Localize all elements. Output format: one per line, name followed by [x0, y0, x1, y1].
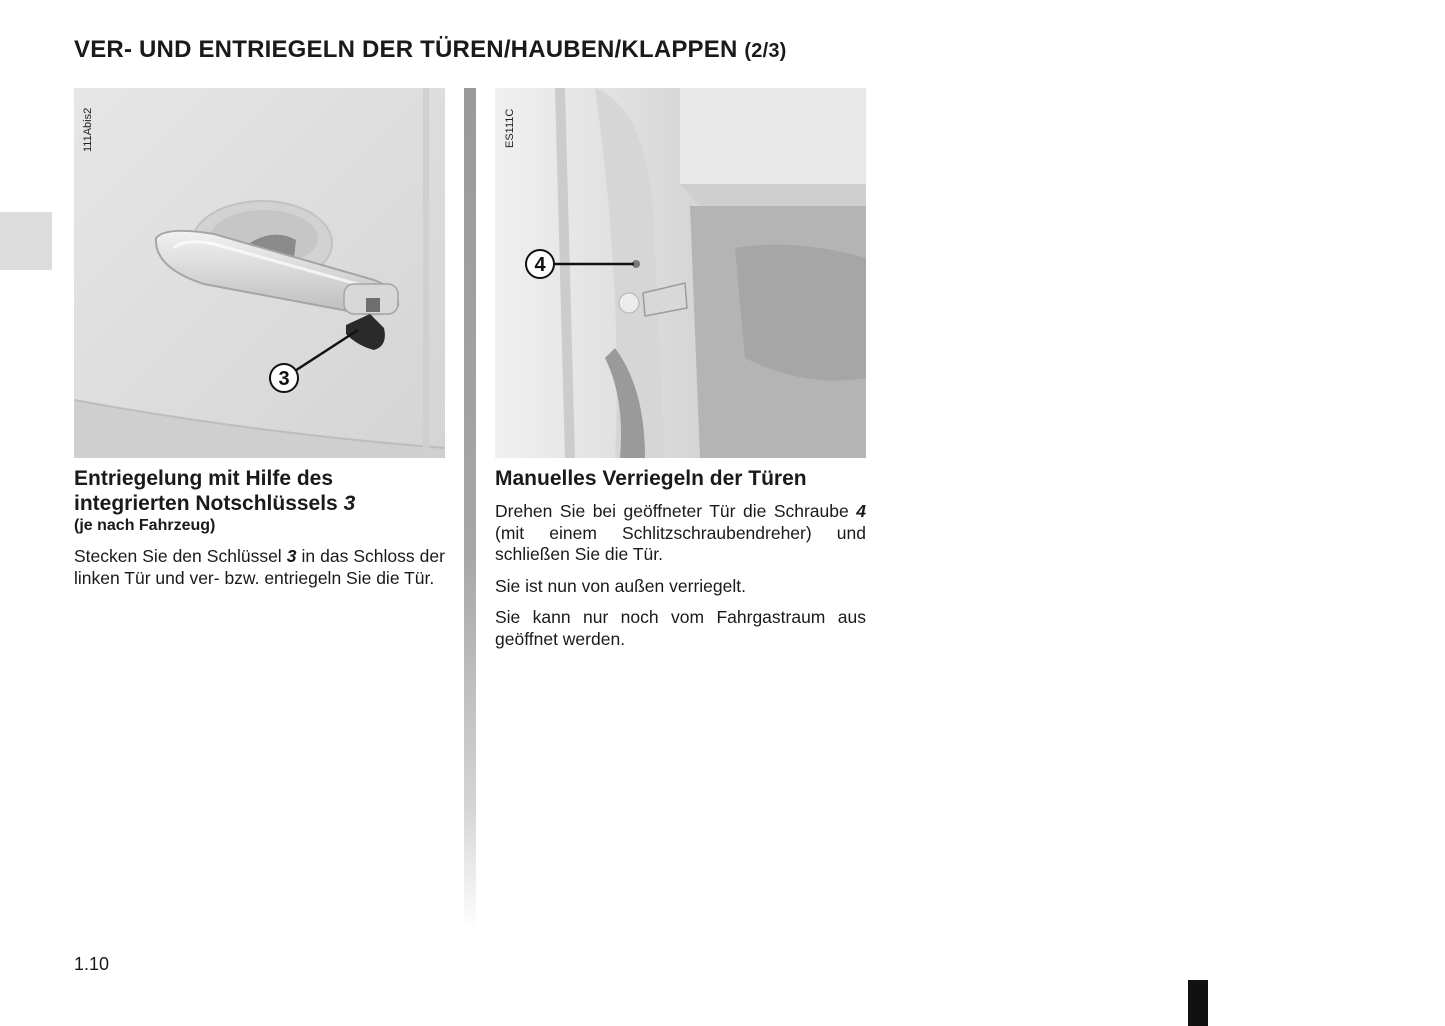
left-heading-text: Entriegelung mit Hilfe des integrierten Notschlüssels: [74, 467, 338, 515]
chapter-tab: [0, 212, 52, 270]
right-p1-number: 4: [856, 501, 866, 521]
figure-code-left: 111Abis2: [82, 107, 94, 152]
right-p1-end: (mit einem Schlitzschraubendreher) und schließen Sie die Tür.: [495, 522, 866, 564]
page-edge-marker: [1188, 980, 1208, 1026]
door-edge-illustration: [495, 88, 866, 458]
door-handle-drawing: [74, 88, 445, 458]
title-part-indicator: (2/3): [744, 40, 787, 62]
left-body-start: Stecken Sie den Schlüssel: [74, 546, 282, 566]
page-number: 1.10: [74, 954, 110, 974]
left-section-heading: [74, 466, 445, 516]
callout-4: 4: [534, 254, 546, 276]
right-section: [495, 466, 866, 650]
left-body-number: 3: [286, 546, 297, 566]
left-section: [74, 466, 445, 589]
title-text: VER- UND ENTRIEGELN DER TÜREN/HAUBEN/KLAPPEN: [74, 36, 738, 63]
left-section-subheading: (je nach Fahrzeug): [74, 517, 216, 534]
left-body-end: in das Schloss der linken Tür und ver- bzw. entriegeln Sie die Tür.: [74, 546, 445, 588]
column-divider: [464, 88, 476, 930]
right-section-heading: Manuelles Verriegeln der Türen: [495, 467, 807, 490]
right-paragraph-2: Sie ist nun von außen verriegelt.: [495, 575, 746, 596]
right-paragraph-3: Sie kann nur noch vom Fahrgastraum aus geöffnet werden.: [495, 607, 866, 649]
callout-3: 3: [278, 368, 290, 390]
left-heading-number: 3: [343, 492, 356, 515]
left-section-body: [74, 546, 445, 589]
right-paragraph-1: [495, 501, 866, 566]
right-p1-start: Drehen Sie bei geöffneter Tür die Schraube: [495, 501, 849, 521]
door-handle-illustration: [74, 88, 445, 458]
figure-code-right: ES111C: [504, 108, 516, 148]
page-title: [74, 36, 787, 64]
door-edge-drawing: [495, 88, 866, 458]
